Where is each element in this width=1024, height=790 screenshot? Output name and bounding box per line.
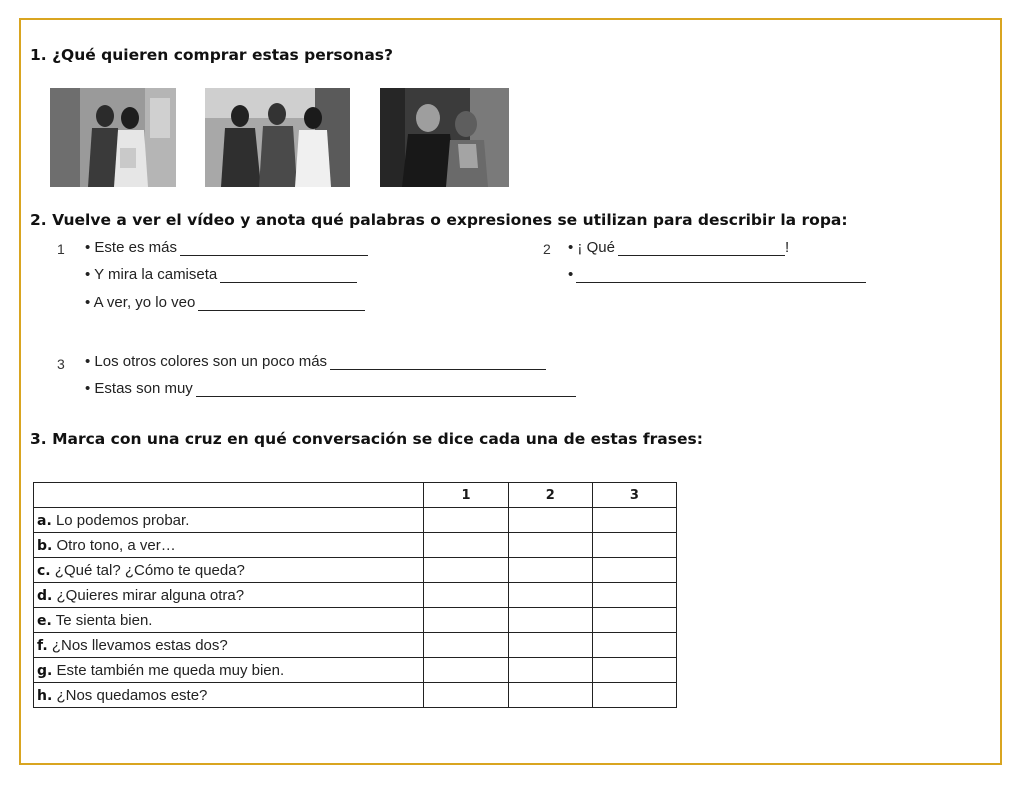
row-letter: f.: [37, 637, 48, 654]
answer-cell[interactable]: [424, 658, 508, 683]
photo-group-walking: [205, 88, 350, 187]
section-3-heading: 3. Marca con una cruz en qué conversación se dice cada una de estas frases:: [30, 430, 703, 448]
answer-cell[interactable]: [508, 683, 592, 708]
line-text: • Los otros colores son un poco más: [85, 353, 328, 370]
answer-cell[interactable]: [424, 583, 508, 608]
row-letter: h.: [37, 687, 53, 704]
answer-cell[interactable]: [424, 633, 508, 658]
row-letter: e.: [37, 612, 52, 629]
answer-blank[interactable]: [180, 240, 368, 256]
answer-cell[interactable]: [592, 683, 676, 708]
row-phrase: ¿Quieres mirar alguna otra?: [56, 586, 245, 604]
row-letter: d.: [37, 587, 53, 604]
answer-cell[interactable]: [592, 583, 676, 608]
phrase-cell: [34, 558, 424, 583]
row-phrase: ¿Qué tal? ¿Cómo te queda?: [54, 561, 245, 579]
group-2-line-1: [568, 236, 789, 256]
row-letter: a.: [37, 512, 52, 529]
answer-blank[interactable]: [220, 267, 357, 283]
answer-cell[interactable]: [508, 633, 592, 658]
group-1-line-2: [85, 263, 357, 283]
answer-cell[interactable]: [424, 558, 508, 583]
line-text: • Y mira la camiseta: [85, 266, 218, 283]
line-text: • A ver, yo lo veo: [85, 294, 196, 311]
column-header: 3: [592, 483, 676, 508]
phrase-cell: [34, 633, 424, 658]
empty-header-cell: [34, 483, 424, 508]
answer-cell[interactable]: [424, 508, 508, 533]
line-text: • Este es más: [85, 239, 177, 256]
answer-cell[interactable]: [424, 683, 508, 708]
row-phrase: Otro tono, a ver…: [56, 536, 176, 554]
answer-cell[interactable]: [592, 608, 676, 633]
answer-blank[interactable]: [330, 354, 546, 370]
row-phrase: Lo podemos probar.: [55, 511, 190, 529]
phrase-cell: [34, 583, 424, 608]
answer-cell[interactable]: [592, 533, 676, 558]
group-1-line-3: [85, 291, 365, 311]
row-letter: g.: [37, 662, 53, 679]
table-row: [34, 583, 677, 608]
phrase-cell: [34, 658, 424, 683]
answer-cell[interactable]: [508, 608, 592, 633]
table-header-row: [34, 483, 677, 508]
group-2-number: 2: [543, 241, 551, 257]
column-header: 1: [424, 483, 508, 508]
row-phrase: Te sienta bien.: [55, 611, 153, 629]
answer-cell[interactable]: [508, 658, 592, 683]
answer-cell[interactable]: [592, 658, 676, 683]
row-letter: c.: [37, 562, 51, 579]
phrase-cell: [34, 683, 424, 708]
line-text: •: [568, 266, 574, 283]
line-text: • Estas son muy: [85, 380, 193, 397]
row-phrase: ¿Nos quedamos este?: [56, 686, 208, 704]
table-row: [34, 683, 677, 708]
table-row: [34, 558, 677, 583]
answer-cell[interactable]: [508, 583, 592, 608]
answer-cell[interactable]: [424, 608, 508, 633]
answer-blank[interactable]: [198, 295, 365, 311]
answer-cell[interactable]: [592, 633, 676, 658]
exclamation-mark: !: [784, 239, 790, 256]
table-row: [34, 508, 677, 533]
group-1-number: 1: [57, 241, 65, 257]
answer-blank[interactable]: [618, 240, 785, 256]
row-phrase: Este también me queda muy bien.: [56, 661, 285, 679]
group-1-line-1: [85, 236, 368, 256]
answer-blank[interactable]: [196, 381, 576, 397]
row-letter: b.: [37, 537, 53, 554]
group-3-number: 3: [57, 356, 65, 372]
table-row: [34, 608, 677, 633]
answer-cell[interactable]: [508, 508, 592, 533]
answer-cell[interactable]: [508, 558, 592, 583]
group-2-line-2: [568, 263, 866, 283]
line-text: • ¡ Qué: [568, 239, 615, 256]
phrase-cell: [34, 533, 424, 558]
table-row: [34, 533, 677, 558]
photo-two-women-street: [50, 88, 176, 187]
answer-blank[interactable]: [576, 267, 866, 283]
section-1-heading: 1. ¿Qué quieren comprar estas personas?: [30, 46, 394, 64]
column-header: 2: [508, 483, 592, 508]
answer-cell[interactable]: [592, 508, 676, 533]
phrase-cell: [34, 508, 424, 533]
group-3-line-2: [85, 377, 576, 397]
answer-cell[interactable]: [424, 533, 508, 558]
answer-cell[interactable]: [592, 558, 676, 583]
table-row: [34, 658, 677, 683]
answer-table: [33, 482, 677, 708]
section-2-heading: 2. Vuelve a ver el vídeo y anota qué palabras o expresiones se utilizan para describir la ropa:: [30, 211, 848, 229]
photo-couple-shopping: [380, 88, 509, 187]
phrase-cell: [34, 608, 424, 633]
table-row: [34, 633, 677, 658]
row-phrase: ¿Nos llevamos estas dos?: [51, 636, 228, 654]
group-3-line-1: [85, 350, 546, 370]
answer-cell[interactable]: [508, 533, 592, 558]
